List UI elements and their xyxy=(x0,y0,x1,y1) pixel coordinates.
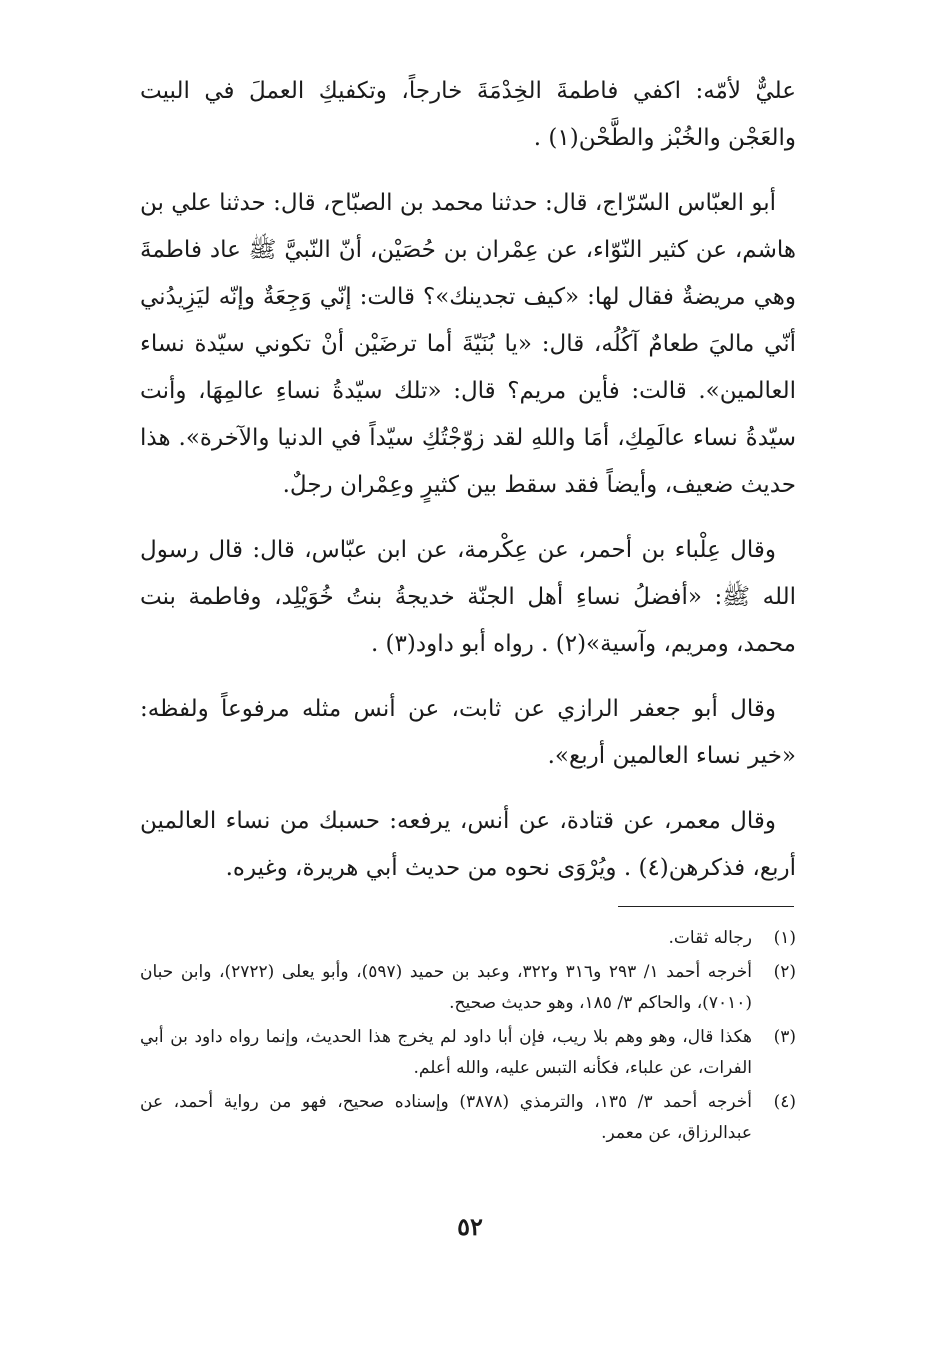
footnote-number: (٢) xyxy=(773,962,796,982)
footnote-number: (٤) xyxy=(773,1092,796,1112)
footnote-1 xyxy=(140,923,796,954)
footnotes xyxy=(140,923,796,1152)
main-text xyxy=(140,68,796,910)
footnote-text: أخرجه أحمد ٣/ ١٣٥، والترمذي (٣٨٧٨) وإسناده صحيح، فهو من رواية أحمد، عن عبدالرزاق، عن معمر. xyxy=(140,1092,752,1143)
footnote-2 xyxy=(140,957,796,1019)
footnote-4 xyxy=(140,1087,796,1149)
footnote-text: هكذا قال، وهو وهم بلا ريب، فإن أبا داود لم يخرج هذا الحديث، وإنما رواه داود بن أبي الفرات، عن علباء، فكأنه التبس عليه، والله أعلم. xyxy=(140,1027,752,1078)
footnote-number: (١) xyxy=(773,928,796,948)
paragraph-3: وقال عِلْباء بن أحمر، عن عِكْرمة، عن ابن عبّاس، قال: قال رسول الله ﷺ: «أفضلُ نساءِ أهل الجنّة خديجةُ بنتُ خُوَيْلِد، وفاطمة بنت محمد، ومريم، وآسية»(٢) . رواه أبو داود(٣) . xyxy=(140,537,796,657)
footnote-3 xyxy=(140,1022,796,1084)
footnote-divider xyxy=(618,906,794,907)
footnote-number: (٣) xyxy=(773,1027,796,1047)
paragraph-1: عليٌّ لأمّه: اكفي فاطمةَ الخِدْمَةَ خارجاً، وتكفيكِ العملَ في البيت والعَجْن والخُبْز والطَّحْن(١) . xyxy=(140,78,796,151)
page-number: ٥٢ xyxy=(457,1212,483,1241)
footnote-text: رجاله ثقات. xyxy=(668,928,752,948)
paragraph-2: أبو العبّاس السّرّاج، قال: حدثنا محمد بن الصبّاح، قال: حدثنا علي بن هاشم، عن كثير النّوّاء، عن عِمْران بن حُصَيْن، أنّ النّبيَّ ﷺ عاد فاطمةَ وهي مريضةٌ فقال لها: «كيف تجدينك»؟ قالت: إنّي وَجِعَةٌ وإنّه ليَزِيدُني أنّي ماليَ طعامٌ آكُلُه، قال: «يا بُنَيّةَ أما ترضَيْن أنْ تكوني سيّدة نساء العالمين». قالت: فأين مريم؟ قال: «تلك سيّدةُ نساءِ عالمِهَا، وأنت سيّدةُ نساء عالَمِكِ، أمَا واللهِ لقد زوّجْتُكِ سيّداً في الدنيا والآخرة». هذا حديث ضعيف، وأيضاً فقد سقط بين كثيرٍ وعِمْران رجلٌ. xyxy=(140,190,796,498)
paragraph-4: وقال أبو جعفر الرازي عن ثابت، عن أنس مثله مرفوعاً ولفظه: «خير نساء العالمين أربع». xyxy=(140,696,796,769)
footnote-text: أخرجه أحمد ١/ ٢٩٣ و٣١٦ و٣٢٢، وعبد بن حميد (٥٩٧)، وأبو يعلى (٢٧٢٢)، وابن حبان (٧٠١٠)، والحاكم ٣/ ١٨٥، وهو حديث صحيح. xyxy=(140,962,752,1013)
paragraph-5: وقال معمر، عن قتادة، عن أنس، يرفعه: حسبك من نساء العالمين أربع، فذكرهن(٤) . ويُرْوَى نحوه من حديث أبي هريرة، وغيره. xyxy=(140,808,796,881)
